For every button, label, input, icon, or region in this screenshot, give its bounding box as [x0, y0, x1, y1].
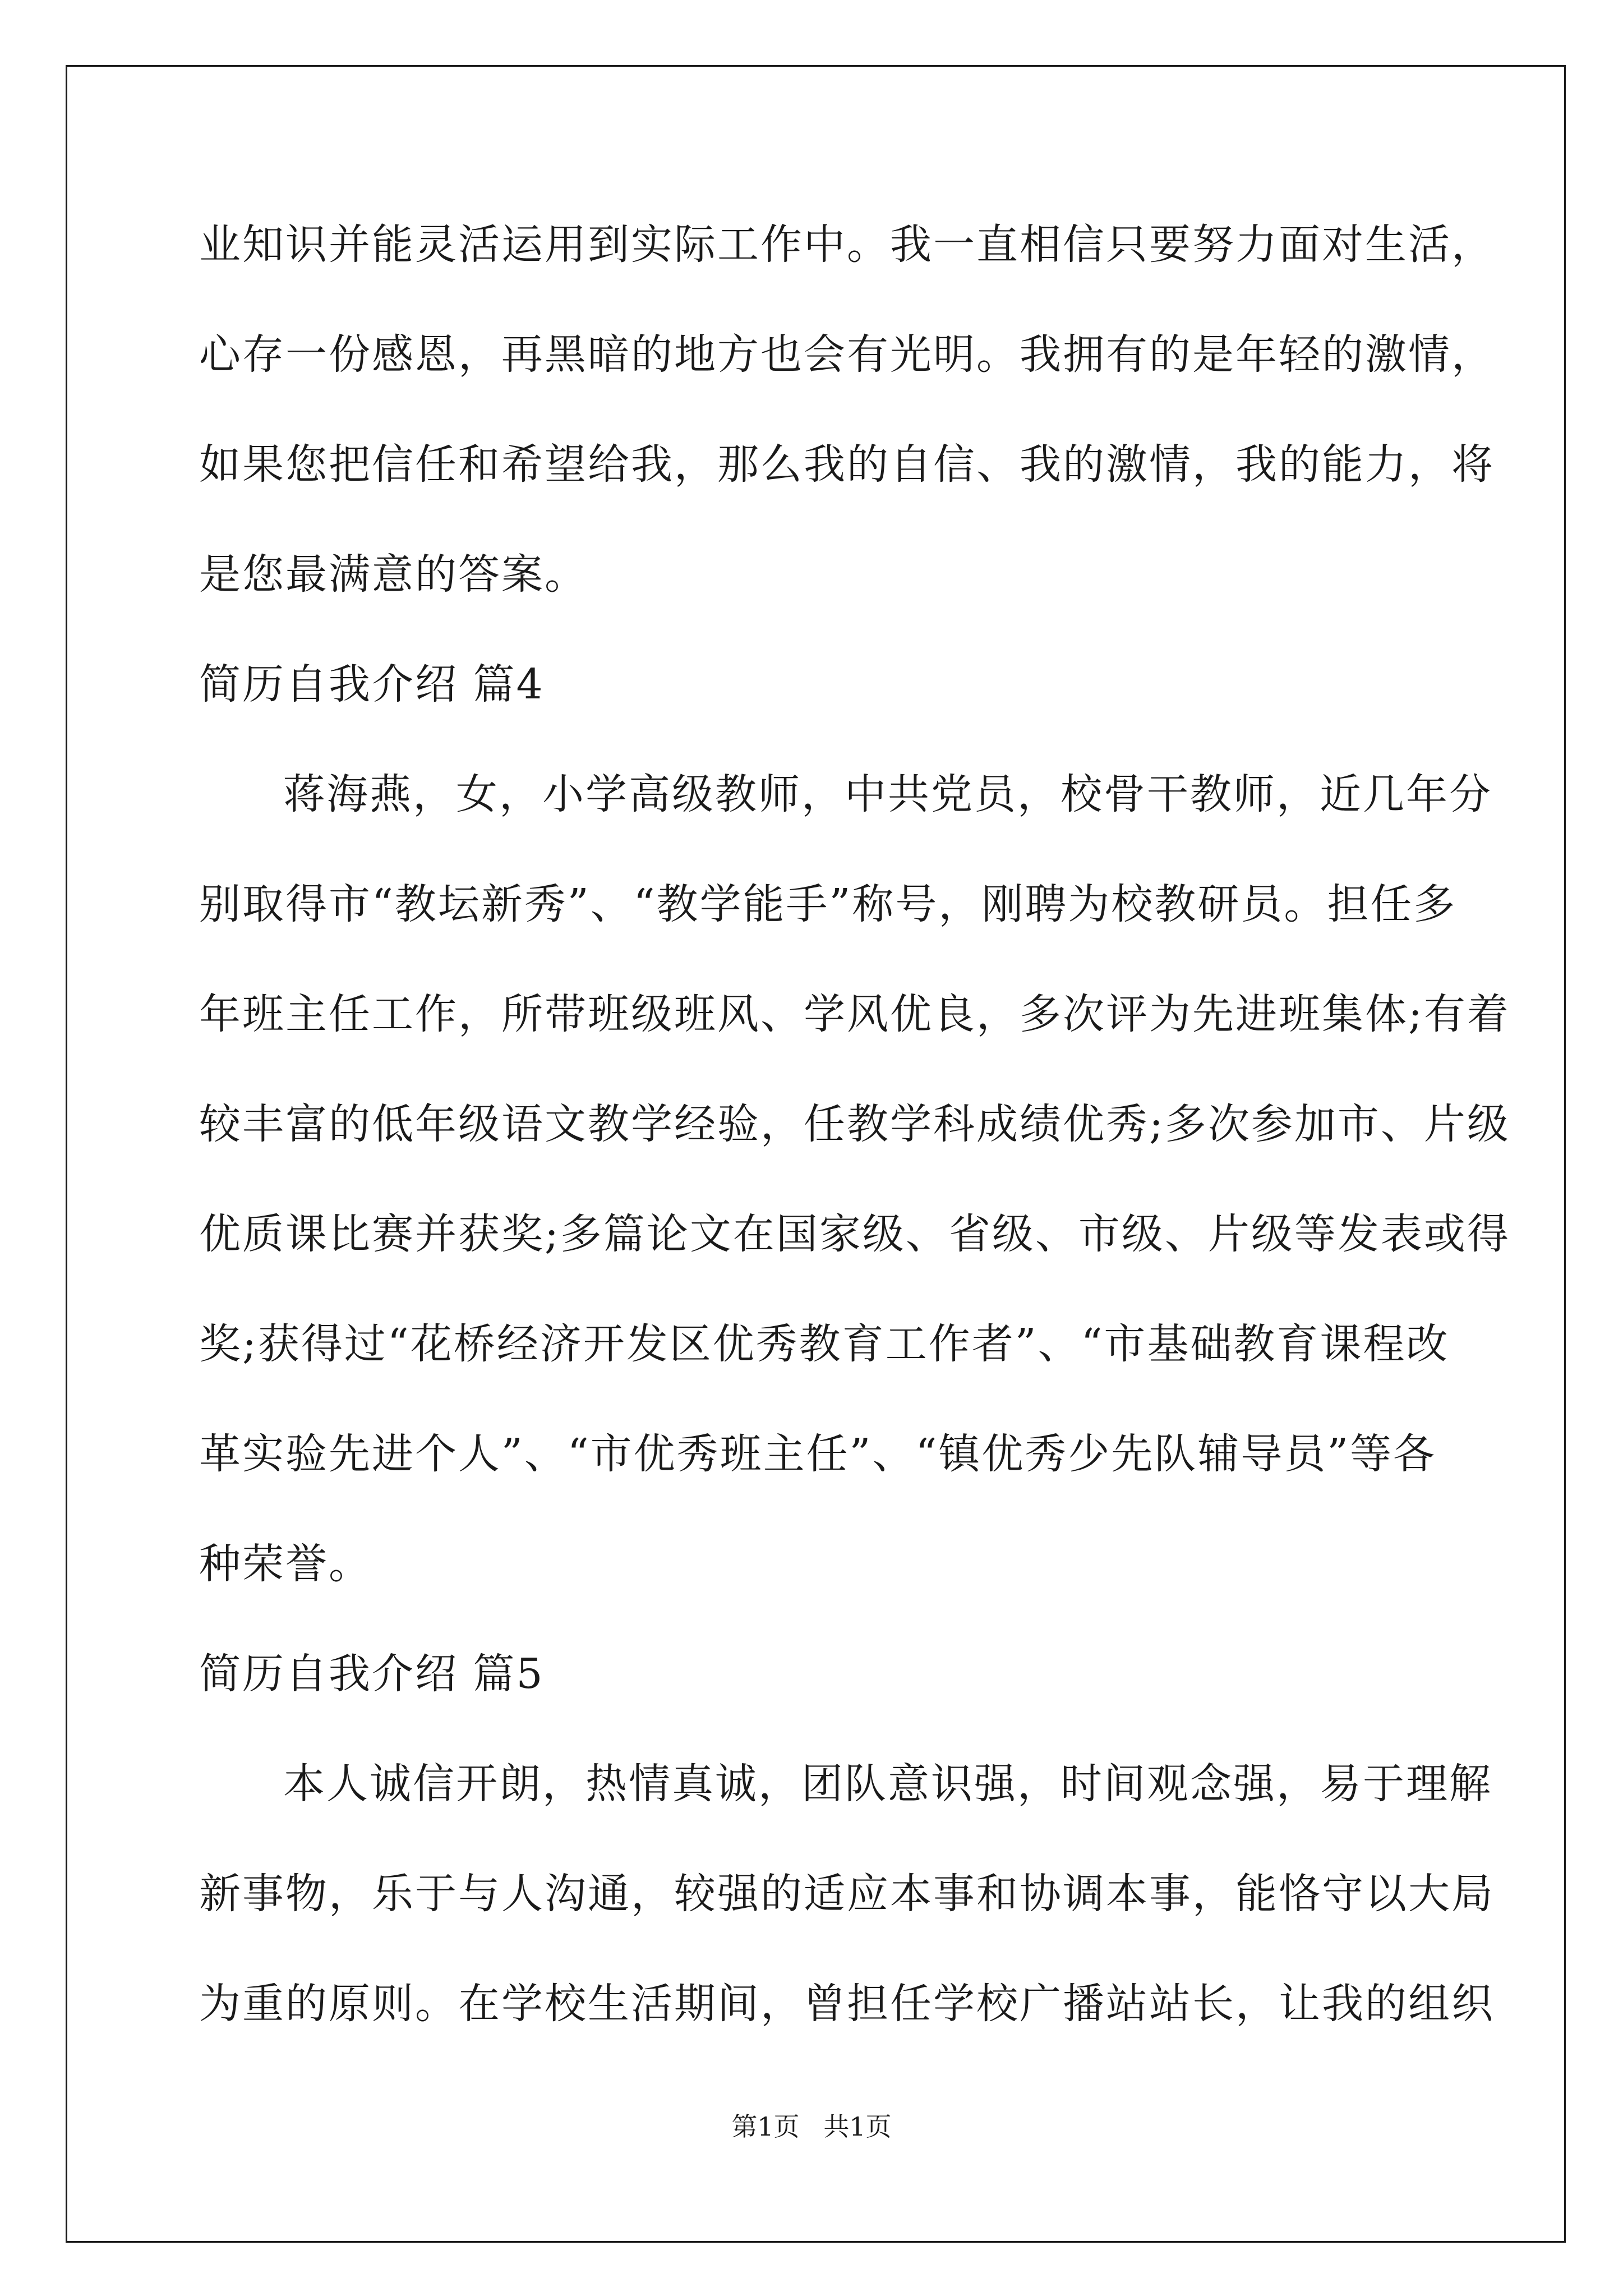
paragraph-line: 心存一份感恩，再黑暗的地方也会有光明。我拥有的是年轻的激情，: [199, 330, 1495, 379]
section-4: [199, 654, 1510, 1643]
paragraph-line: 如果您把信任和希望给我，那么我的自信、我的激情，我的能力，将: [199, 440, 1495, 489]
paragraph-line: 年班主任工作，所带班级班风、学风优良，多次评为先进班集体;有着: [199, 990, 1510, 1038]
page-number: 第1页: [731, 2111, 800, 2142]
paragraph-line: 别取得市“教坛新秀”、“教学能手”称号，刚聘为校教研员。担任多: [199, 880, 1457, 928]
paragraph-line: 新事物，乐于与人沟通，较强的适应本事和协调本事，能恪守以大局: [199, 1870, 1495, 1918]
page-footer: [0, 2106, 1623, 2143]
paragraph-line: 优质课比赛并获奖;多篇论文在国家级、省级、市级、片级等发表或得: [199, 1210, 1510, 1258]
paragraph-line: 蒋海燕，女，小学高级教师，中共党员，校骨干教师，近几年分: [283, 770, 1492, 818]
section-heading: 简历自我介绍 篇4: [199, 660, 545, 708]
paragraph-line: 本人诚信开朗，热情真诚，团队意识强，时间观念强，易于理解: [283, 1760, 1492, 1808]
paragraph-line: 较丰富的低年级语文教学经验，任教学科成绩优秀;多次参加市、片级: [199, 1100, 1510, 1148]
document-body: [199, 214, 1510, 2083]
paragraph-line: 革实验先进个人”、“市优秀班主任”、“镇优秀少先队辅导员”等各: [199, 1430, 1437, 1478]
paragraph-line: 奖;获得过“花桥经济开发区优秀教育工作者”、“市基础教育课程改: [199, 1320, 1450, 1368]
paragraph-line: 是您最满意的答案。: [199, 550, 588, 599]
section-heading: 简历自我介绍 篇5: [199, 1650, 545, 1698]
section-5: [199, 1643, 1495, 2083]
paragraph-line: 种荣誉。: [199, 1540, 372, 1588]
paragraph-line: 业知识并能灵活运用到实际工作中。我一直相信只要努力面对生活，: [199, 220, 1495, 269]
page-count: 共1页: [823, 2111, 892, 2142]
section-3-tail: [199, 214, 1495, 654]
paragraph-line: 为重的原则。在学校生活期间，曾担任学校广播站站长，让我的组织: [199, 1980, 1495, 2028]
